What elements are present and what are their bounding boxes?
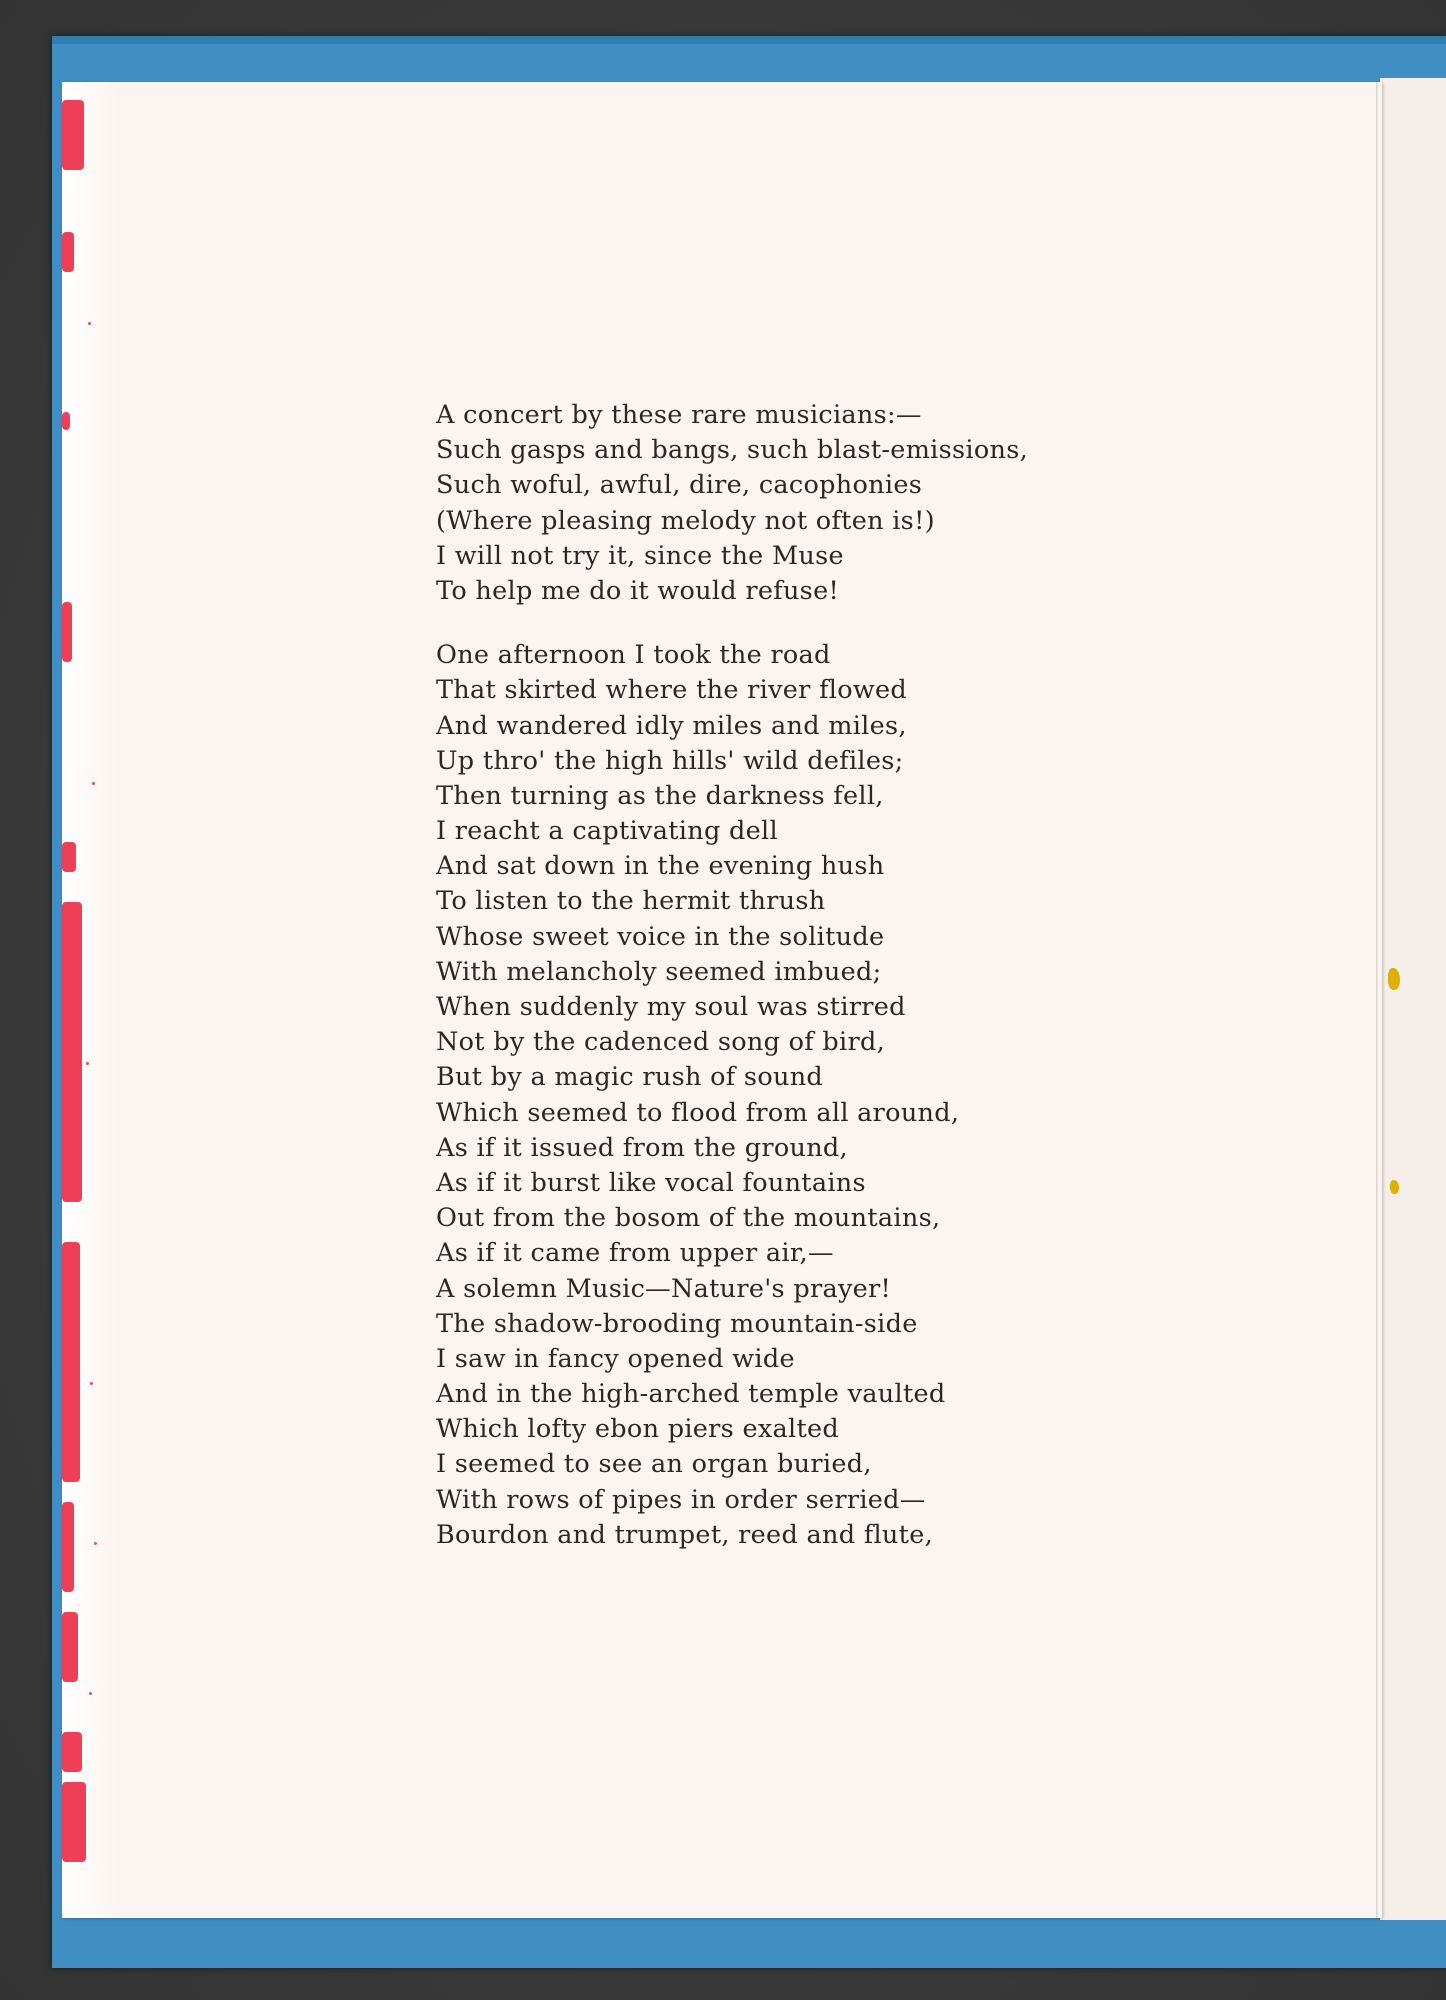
poem-line: And wandered idly miles and miles,	[436, 710, 907, 741]
poem-line: I seemed to see an organ buried,	[436, 1449, 872, 1480]
poem-line: As if it issued from the ground,	[436, 1132, 848, 1163]
poem-line: (Where pleasing melody not often is!)	[436, 505, 935, 536]
poem-line: Bourdon and trumpet, reed and flute,	[436, 1519, 933, 1550]
poem-line: Out from the bosom of the mountains,	[436, 1203, 941, 1234]
facing-page-edge	[1380, 78, 1446, 1920]
poem-line: With rows of pipes in order serried—	[436, 1484, 926, 1515]
binding-stitch-icon	[1390, 1180, 1399, 1194]
deckle-edge-red-stain	[62, 82, 120, 1918]
binding-stitch-icon	[1388, 968, 1400, 990]
poem-line: That skirted where the river flowed	[436, 675, 908, 706]
poem-line: Such woful, awful, dire, cacophonies	[436, 470, 923, 501]
poem-line: As if it came from upper air,—	[436, 1238, 834, 1269]
poem-line: To help me do it would refuse!	[436, 575, 840, 606]
poem-line: The shadow-brooding mountain-side	[436, 1308, 918, 1339]
poem-line: Which seemed to flood from all around,	[436, 1097, 960, 1128]
poem-line: Such gasps and bangs, such blast-emissions,	[436, 435, 1029, 466]
poem-line: With melancholy seemed imbued;	[436, 956, 882, 987]
poem-text	[436, 398, 1036, 1553]
poem-line: Not by the cadenced song of bird,	[436, 1027, 886, 1058]
poem-line: And sat down in the evening hush	[436, 851, 885, 882]
poem-line: Which lofty ebon piers exalted	[436, 1414, 840, 1445]
poem-line: One afternoon I took the road	[436, 640, 831, 671]
gutter-fold	[1376, 82, 1378, 1918]
poem-line: Whose sweet voice in the solitude	[436, 921, 885, 952]
poem-line: Up thro' the high hills' wild defiles;	[436, 745, 904, 776]
poem-line: To listen to the hermit thrush	[436, 886, 826, 917]
poem-line: And in the high-arched temple vaulted	[436, 1379, 946, 1410]
stanza-2	[436, 638, 1036, 1553]
cover-edge	[52, 36, 1446, 44]
poem-line: I will not try it, since the Muse	[436, 540, 844, 571]
poem-line: Then turning as the darkness fell,	[436, 780, 884, 811]
poem-line: When suddenly my soul was stirred	[436, 992, 906, 1022]
poem-line: I reacht a captivating dell	[436, 816, 778, 847]
poem-line: But by a magic rush of sound	[436, 1062, 824, 1093]
poem-line: A solemn Music—Nature's prayer!	[436, 1273, 892, 1304]
poem-line: I saw in fancy opened wide	[436, 1343, 795, 1374]
poem-line: A concert by these rare musicians:—	[436, 400, 922, 430]
poem-line: As if it burst like vocal fountains	[436, 1167, 866, 1198]
stanza-1	[436, 398, 1036, 609]
